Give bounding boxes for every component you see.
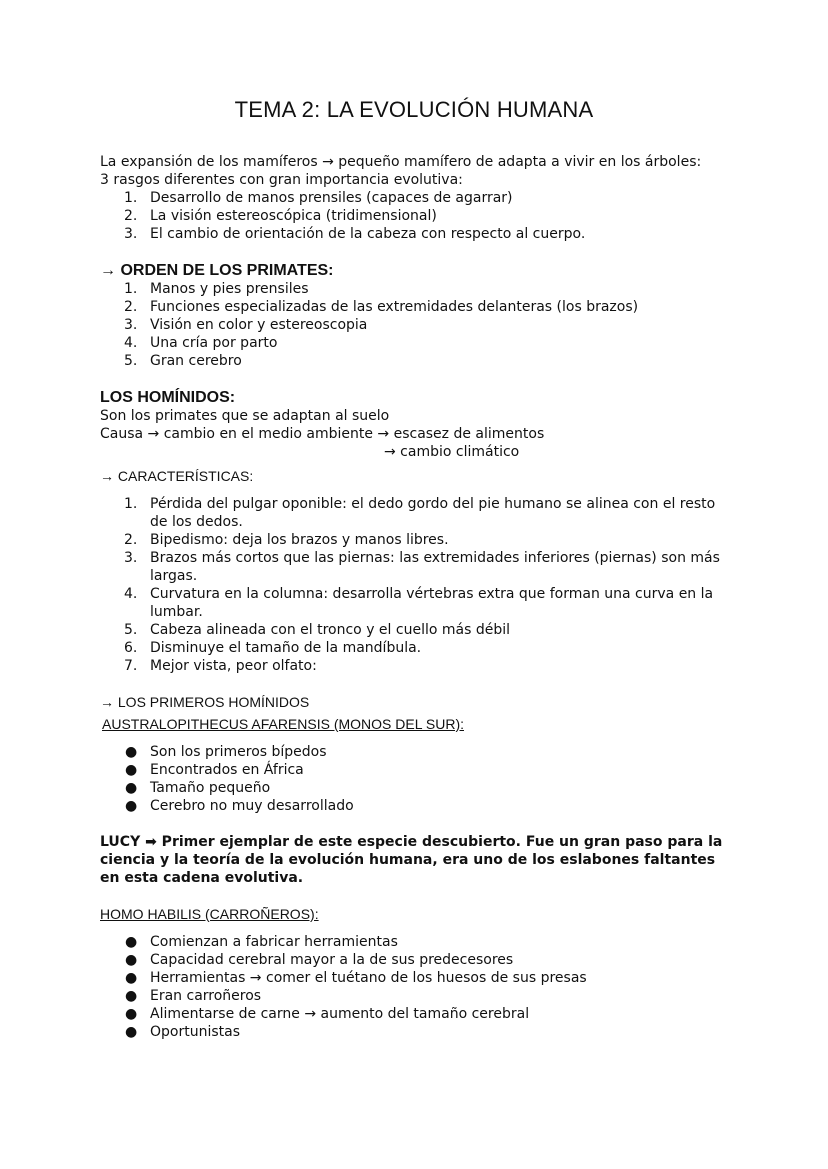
primeros-heading: → LOS PRIMEROS HOMÍNIDOS [100, 694, 310, 710]
bullet-icon: ● [125, 1024, 138, 1040]
hominidos-line-2: Causa → cambio en el medio ambiente → escasez de alimentos [100, 426, 545, 442]
list-item: 5. Cabeza alineada con el tronco y el cuello más débil [124, 622, 510, 638]
list-item: ● Alimentarse de carne → aumento del tamaño cerebral [125, 1006, 530, 1022]
list-item: ● Cerebro no muy desarrollado [125, 798, 354, 814]
list-item: ● Son los primeros bípedos [125, 744, 327, 760]
list-item: 2. La visión estereoscópica (tridimensional) [124, 208, 437, 224]
bullet-icon: ● [125, 798, 138, 814]
list-item: 2. Bipedismo: deja los brazos y manos libres. [124, 532, 449, 548]
intro-line-2: 3 rasgos diferentes con gran importancia evolutiva: [100, 172, 463, 188]
bullet-icon: ● [125, 744, 138, 760]
primates-list [100, 280, 728, 370]
bullet-icon: ● [125, 970, 138, 986]
list-item: ● Herramientas → comer el tuétano de los huesos de sus presas [125, 970, 587, 986]
list-item: 3. Brazos más cortos que las piernas: las extremidades inferiores (piernas) son más largas. [124, 550, 720, 584]
hominidos-line-1: Son los primates que se adaptan al suelo [100, 408, 390, 424]
list-item: ● Encontrados en África [125, 762, 304, 778]
list-item: 7. Mejor vista, peor olfato: [124, 658, 317, 674]
list-item: 5. Gran cerebro [124, 353, 242, 369]
primates-heading: → ORDEN DE LOS PRIMATES: [100, 262, 334, 279]
intro-line-1: La expansión de los mamíferos → pequeño mamífero de adapta a vivir en los árboles: [100, 154, 702, 170]
bullet-icon: ● [125, 988, 138, 1004]
page-title: TEMA 2: LA EVOLUCIÓN HUMANA [234, 97, 594, 122]
list-item: 2. Funciones especializadas de las extremidades delanteras (los brazos) [124, 299, 639, 315]
hominidos-heading: LOS HOMÍNIDOS: [100, 389, 236, 406]
australopithecus-heading: AUSTRALOPITHECUS AFARENSIS (MONOS DEL SUR): [102, 716, 464, 732]
list-item: 4. Una cría por parto [124, 335, 278, 351]
list-item: 1. Pérdida del pulgar oponible: el dedo gordo del pie humano se alinea con el resto de los dedos. [124, 496, 716, 530]
list-item: 4. Curvatura en la columna: desarrolla vértebras extra que forman una curva en la lumbar. [124, 586, 714, 620]
caracteristicas-heading: → CARACTERÍSTICAS: [100, 468, 254, 484]
list-item: 3. El cambio de orientación de la cabeza con respecto al cuerpo. [124, 226, 586, 242]
list-item: ● Tamaño pequeño [125, 780, 271, 796]
bullet-icon: ● [125, 762, 138, 778]
list-item: 1. Desarrollo de manos prensiles (capaces de agarrar) [124, 190, 513, 206]
intro-list [100, 189, 728, 243]
lucy-paragraph: LUCY ➡ Primer ejemplar de este especie descubierto. Fue un gran paso para la ciencia y la teoría de la evolución humana, era uno de los eslabones faltantes en esta cadena evolutiva. [100, 834, 723, 886]
list-item: ● Capacidad cerebral mayor a la de sus predecesores [125, 952, 514, 968]
list-item: ● Comienzan a fabricar herramientas [125, 934, 398, 950]
bullet-icon: ● [125, 780, 138, 796]
habilis-list [100, 933, 728, 1041]
australopithecus-list [100, 743, 728, 815]
list-item: ● Oportunistas [125, 1024, 241, 1040]
bullet-icon: ● [125, 934, 138, 950]
bullet-icon: ● [125, 1006, 138, 1022]
list-item: 6. Disminuye el tamaño de la mandíbula. [124, 640, 422, 656]
habilis-heading: HOMO HABILIS (CARROÑEROS): [100, 906, 319, 922]
list-item: 3. Visión en color y estereoscopia [124, 317, 368, 333]
list-item: 1. Manos y pies prensiles [124, 281, 309, 297]
list-item: ● Eran carroñeros [125, 988, 262, 1004]
caracteristicas-list [100, 495, 728, 675]
bullet-icon: ● [125, 952, 138, 968]
hominidos-line-3: → cambio climático [384, 444, 520, 460]
